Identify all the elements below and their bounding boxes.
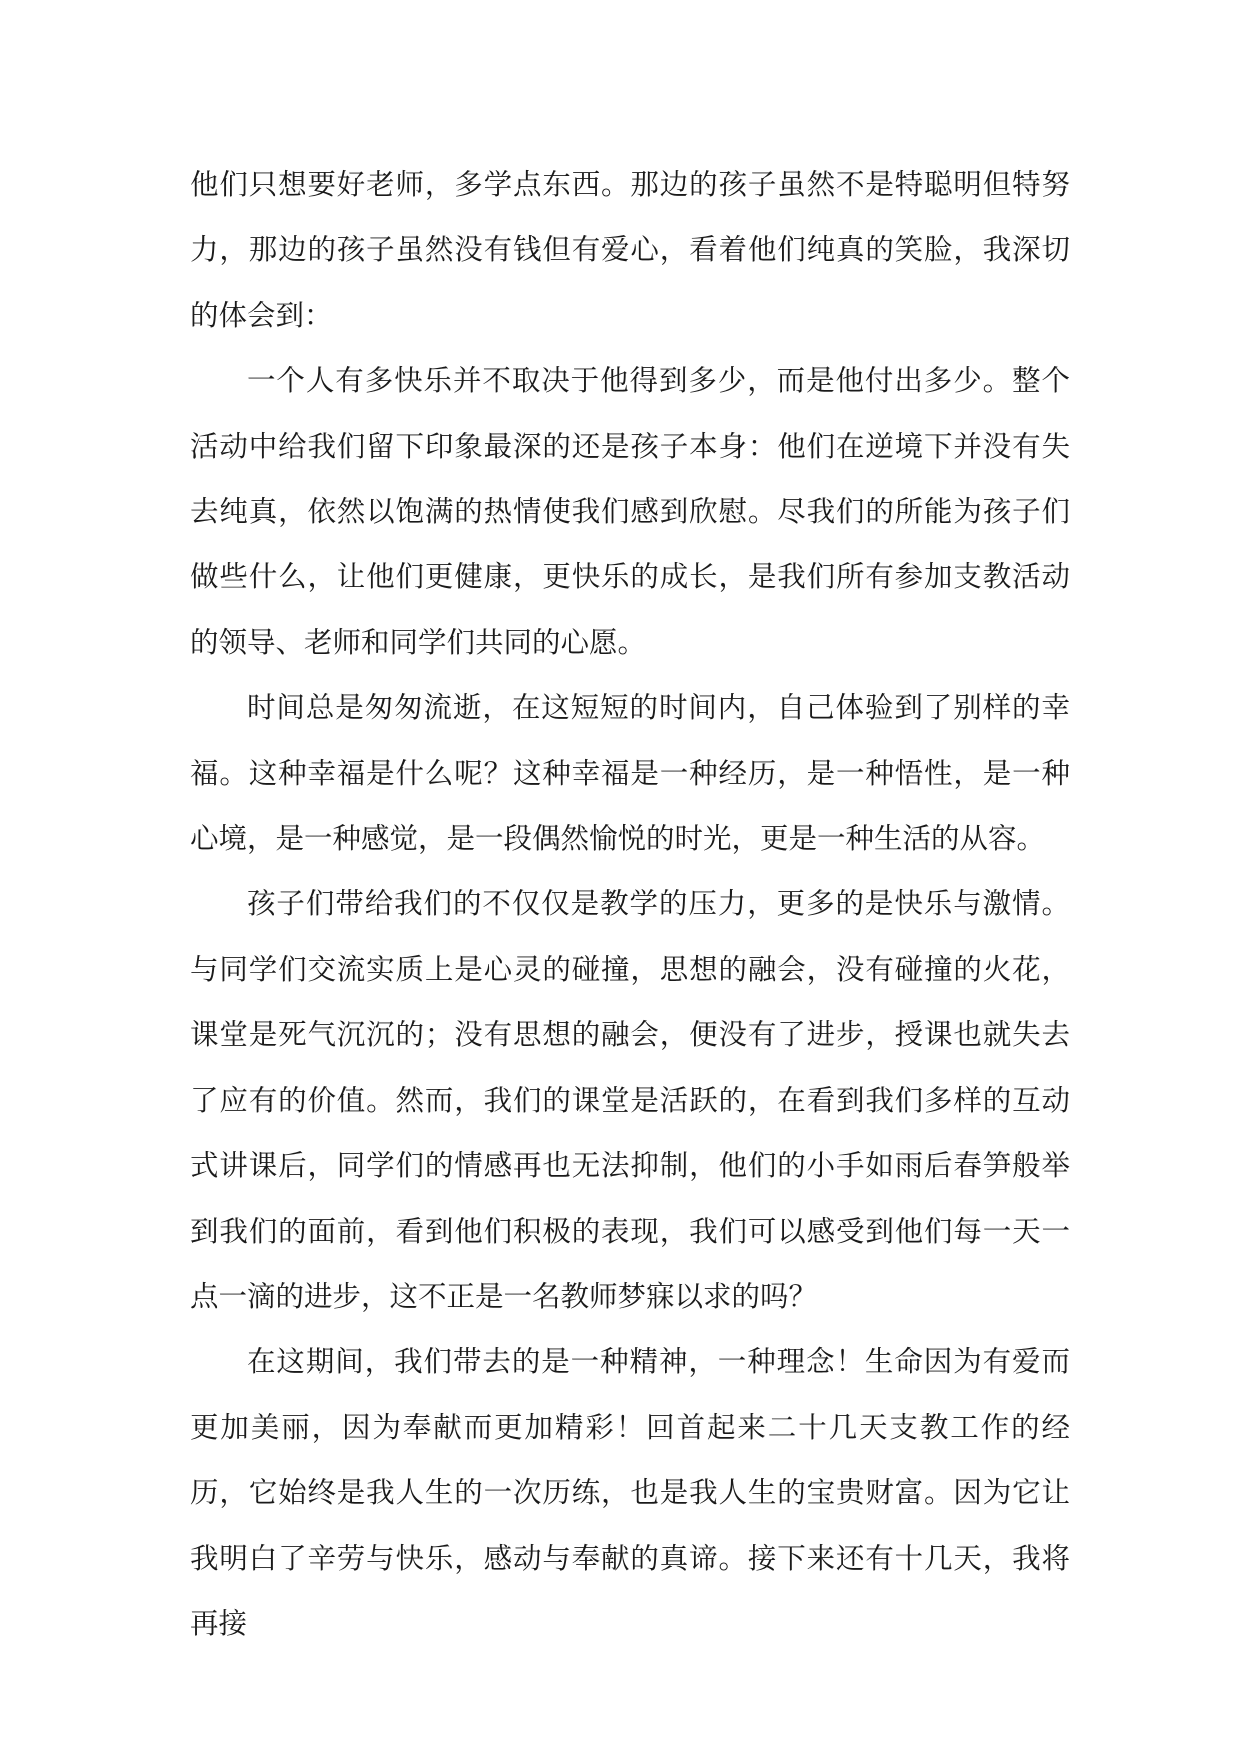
paragraph-5: 在这期间，我们带去的是一种精神，一种理念！生命因为有爱而更加美丽，因为奉献而更加精彩！回首起来二十几天支教工作的经历，它始终是我人生的一次历练，也是我人生的宝贵财富。因为它让我明白了辛劳与快乐，感动与奉献的真谛。接下来还有十几天，我将再接	[190, 1345, 1070, 1640]
paragraph-1: 他们只想要好老师，多学点东西。那边的孩子虽然不是特聪明但特努力，那边的孩子虽然没有钱但有爱心，看着他们纯真的笑脸，我深切的体会到：	[190, 168, 1070, 332]
document-body	[190, 152, 1070, 1656]
paragraph-3: 时间总是匆匆流逝，在这短短的时间内，自己体验到了别样的幸福。这种幸福是什么呢？这种幸福是一种经历，是一种悟性，是一种心境，是一种感觉，是一段偶然愉悦的时光，更是一种生活的从容。	[190, 691, 1070, 856]
paragraph-4: 孩子们带给我们的不仅仅是教学的压力，更多的是快乐与激情。与同学们交流实质上是心灵的碰撞，思想的融会，没有碰撞的火花，课堂是死气沉沉的；没有思想的融会，便没有了进步，授课也就失去了应有的价值。然而，我们的课堂是活跃的，在看到我们多样的互动式讲课后，同学们的情感再也无法抑制，他们的小手如雨后春笋般举到我们的面前，看到他们积极的表现，我们可以感受到他们每一天一点一滴的进步，这不正是一名教师梦寐以求的吗？	[190, 887, 1070, 1313]
paragraph-2: 一个人有多快乐并不取决于他得到多少，而是他付出多少。整个活动中给我们留下印象最深的还是孩子本身：他们在逆境下并没有失去纯真，依然以饱满的热情使我们感到欣慰。尽我们的所能为孩子们做些什么，让他们更健康，更快乐的成长，是我们所有参加支教活动的领导、老师和同学们共同的心愿。	[190, 364, 1070, 659]
